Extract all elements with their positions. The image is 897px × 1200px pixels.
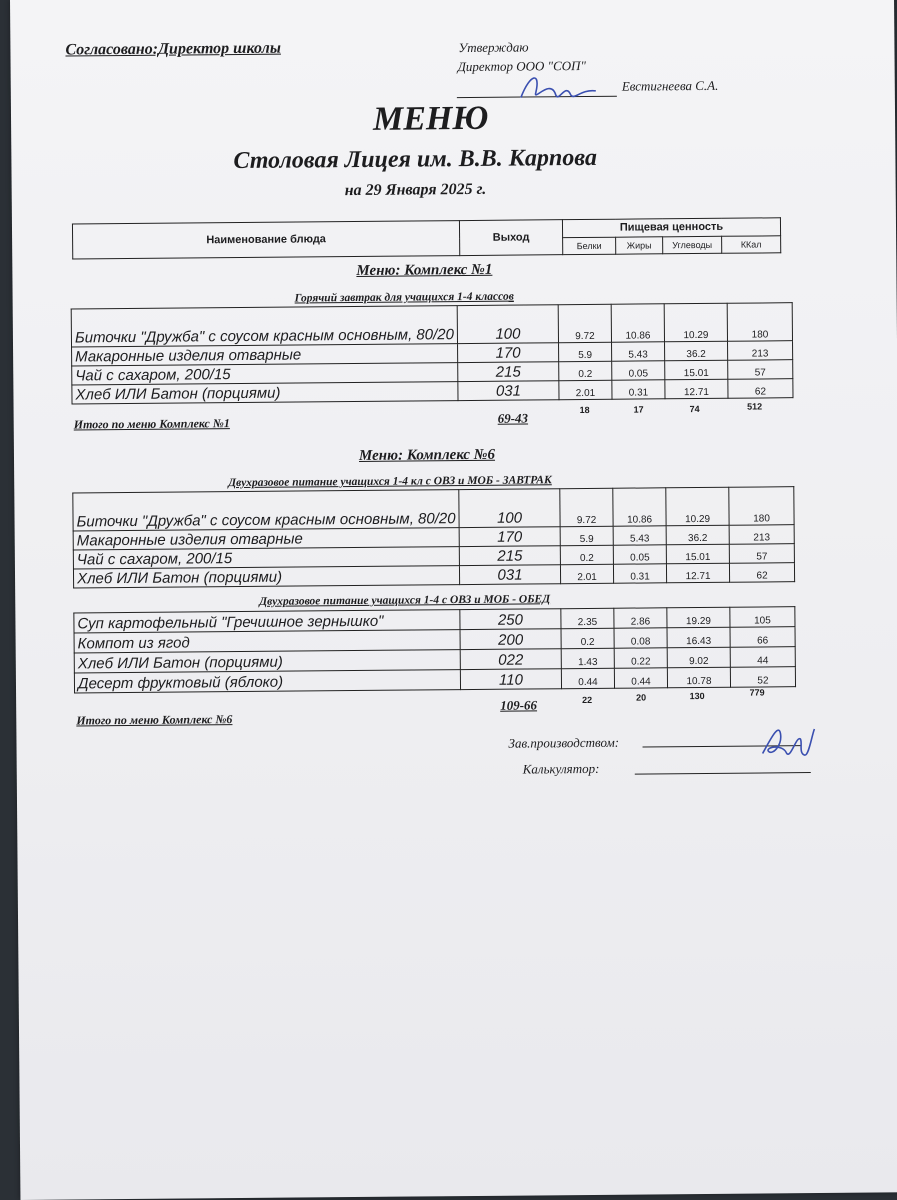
complex6-total-proteins: 22 xyxy=(582,694,593,706)
dish-name: Биточки "Дружба" с соусом красным основным, 80/20 xyxy=(73,490,459,531)
dish-carbs: 10.29 xyxy=(664,303,727,342)
page-subtitle: Столовая Лицея им. В.В. Карпова xyxy=(233,144,598,175)
table-row xyxy=(73,487,794,531)
header-dish: Наименование блюда xyxy=(72,221,459,259)
dish-kcal: 44 xyxy=(730,647,795,668)
dish-yield: 215 xyxy=(459,546,560,566)
table-row xyxy=(71,303,792,347)
dish-yield: 170 xyxy=(458,343,559,363)
dish-carbs: 12.71 xyxy=(665,379,728,399)
dish-fats: 0.08 xyxy=(614,628,667,648)
dish-proteins: 2.01 xyxy=(560,564,613,583)
complex1-total-carbs: 74 xyxy=(689,403,700,415)
dish-fats: 0.05 xyxy=(612,361,665,380)
dish-fats: 10.86 xyxy=(613,488,666,526)
menu-document xyxy=(10,0,897,1200)
dish-carbs: 10.29 xyxy=(666,487,729,526)
approval-left: Согласовано:Директор школы xyxy=(65,39,281,59)
complex6-total-fats: 20 xyxy=(636,692,647,703)
dish-name: Хлеб ИЛИ Батон (порциями) xyxy=(72,382,458,404)
dish-name: Десерт фруктовый (яблоко) xyxy=(74,670,460,693)
dish-proteins: 5.9 xyxy=(559,342,612,361)
dish-carbs: 15.01 xyxy=(666,544,729,564)
dish-yield: 250 xyxy=(460,609,561,630)
dish-proteins: 0.2 xyxy=(559,361,612,380)
dish-name: Чай с сахаром, 200/15 xyxy=(73,547,459,569)
complex6-total-carbs: 130 xyxy=(689,690,705,702)
dish-kcal: 52 xyxy=(730,667,795,688)
dish-kcal: 213 xyxy=(728,341,793,361)
calculator-signature-line xyxy=(635,772,811,775)
complex6-lunch-table xyxy=(73,606,796,693)
dish-name: Чай с сахаром, 200/15 xyxy=(72,363,458,385)
dish-name: Хлеб ИЛИ Батон (порциями) xyxy=(74,650,460,673)
dish-carbs: 15.01 xyxy=(665,360,728,380)
dish-fats: 0.31 xyxy=(612,380,665,399)
dish-yield: 215 xyxy=(458,362,559,382)
dish-fats: 0.22 xyxy=(614,648,667,668)
table-header xyxy=(72,217,781,259)
dish-carbs: 12.71 xyxy=(666,563,729,583)
dish-kcal: 105 xyxy=(730,607,795,628)
complex6-total-label: Итого по меню Комплекс №6 xyxy=(76,712,233,728)
dish-kcal: 57 xyxy=(728,360,793,380)
dish-fats: 2.86 xyxy=(614,608,667,628)
dish-proteins: 0.2 xyxy=(561,628,614,648)
dish-kcal: 213 xyxy=(729,525,794,545)
dish-kcal: 66 xyxy=(730,627,795,648)
dish-fats: 0.44 xyxy=(614,668,667,688)
dish-carbs: 16.43 xyxy=(667,627,730,648)
complex1-section: Горячий завтрак для учащихся 1-4 классов xyxy=(294,290,514,305)
dish-proteins: 2.01 xyxy=(559,380,612,399)
dish-yield: 100 xyxy=(457,305,558,344)
dish-yield: 100 xyxy=(459,489,560,528)
approval-title: Утверждаю xyxy=(458,39,529,56)
dish-carbs: 10.78 xyxy=(667,667,730,688)
dish-kcal: 180 xyxy=(729,487,794,526)
complex1-total-fats: 17 xyxy=(633,404,644,415)
menu-date: на 29 Января 2025 г. xyxy=(344,180,487,200)
dish-yield: 031 xyxy=(459,565,560,585)
dish-kcal: 62 xyxy=(729,563,794,583)
complex6-breakfast-table xyxy=(72,486,795,588)
dish-proteins: 9.72 xyxy=(558,304,611,342)
header-nutrition: Пищевая ценность xyxy=(562,218,780,237)
complex1-total-kcal: 512 xyxy=(747,401,763,412)
complex6-section-breakfast: Двухразовое питание учащихся 1-4 кл с ОВЗ и МОБ - ЗАВТРАК xyxy=(228,474,552,490)
dish-proteins: 5.9 xyxy=(560,526,613,545)
complex1-title: Меню: Комплекс №1 xyxy=(356,261,493,279)
dish-carbs: 19.29 xyxy=(667,607,730,628)
complex6-title: Меню: Комплекс №6 xyxy=(358,446,496,464)
header-proteins: Белки xyxy=(563,237,616,255)
dish-carbs: 36.2 xyxy=(665,341,728,361)
dish-fats: 5.43 xyxy=(612,342,665,361)
dish-yield: 170 xyxy=(459,527,560,547)
dish-name: Суп картофельный "Гречишное зернышко" xyxy=(74,610,460,633)
dish-carbs: 9.02 xyxy=(667,647,730,668)
dish-proteins: 2.35 xyxy=(561,608,614,628)
dish-proteins: 0.44 xyxy=(561,668,614,688)
dish-proteins: 1.43 xyxy=(561,648,614,668)
dish-kcal: 57 xyxy=(729,544,794,564)
header-carbs: Углеводы xyxy=(663,236,722,254)
dish-carbs: 36.2 xyxy=(666,525,729,545)
dish-yield: 200 xyxy=(460,629,561,650)
dish-fats: 0.05 xyxy=(613,545,666,564)
dish-fats: 10.86 xyxy=(611,304,664,342)
header-yield: Выход xyxy=(459,220,562,256)
complex6-total-price: 109-66 xyxy=(500,697,538,713)
dish-name: Хлеб ИЛИ Батон (порциями) xyxy=(73,566,459,588)
dish-proteins: 0.2 xyxy=(560,545,613,564)
production-signature xyxy=(756,719,816,764)
dish-name: Биточки "Дружба" с соусом красным основным, 80/20 xyxy=(71,306,457,347)
complex6-section-lunch: Двухразовое питание учащихся 1-4 с ОВЗ и МОБ - ОБЕД xyxy=(259,593,551,608)
dish-yield: 110 xyxy=(460,669,561,690)
dish-kcal: 180 xyxy=(727,303,792,342)
director-signature xyxy=(511,67,601,108)
complex1-table xyxy=(71,302,794,404)
dish-name: Макаронные изделия отварные xyxy=(73,528,459,550)
page-title: МЕНЮ xyxy=(372,99,489,138)
complex1-total-label: Итого по меню Комплекс №1 xyxy=(73,416,230,432)
header-kcal: ККал xyxy=(722,235,781,253)
dish-fats: 0.31 xyxy=(613,564,666,583)
dish-yield: 022 xyxy=(460,649,561,670)
approval-name: Евстигнеева С.А. xyxy=(621,77,719,94)
dish-name: Макаронные изделия отварные xyxy=(72,344,458,366)
dish-fats: 5.43 xyxy=(613,526,666,545)
header-fats: Жиры xyxy=(616,236,663,254)
dish-proteins: 9.72 xyxy=(560,488,613,526)
complex1-total-price: 69-43 xyxy=(497,410,529,426)
calculator-label: Калькулятор: xyxy=(522,760,600,777)
approval-position: Директор ООО "СОП" xyxy=(457,57,587,75)
complex6-total-kcal: 779 xyxy=(749,687,765,698)
dish-kcal: 62 xyxy=(728,379,793,399)
production-label: Зав.производством: xyxy=(508,734,620,751)
complex1-total-proteins: 18 xyxy=(579,404,590,416)
dish-yield: 031 xyxy=(458,381,559,401)
dish-name: Компот из ягод xyxy=(74,630,460,653)
